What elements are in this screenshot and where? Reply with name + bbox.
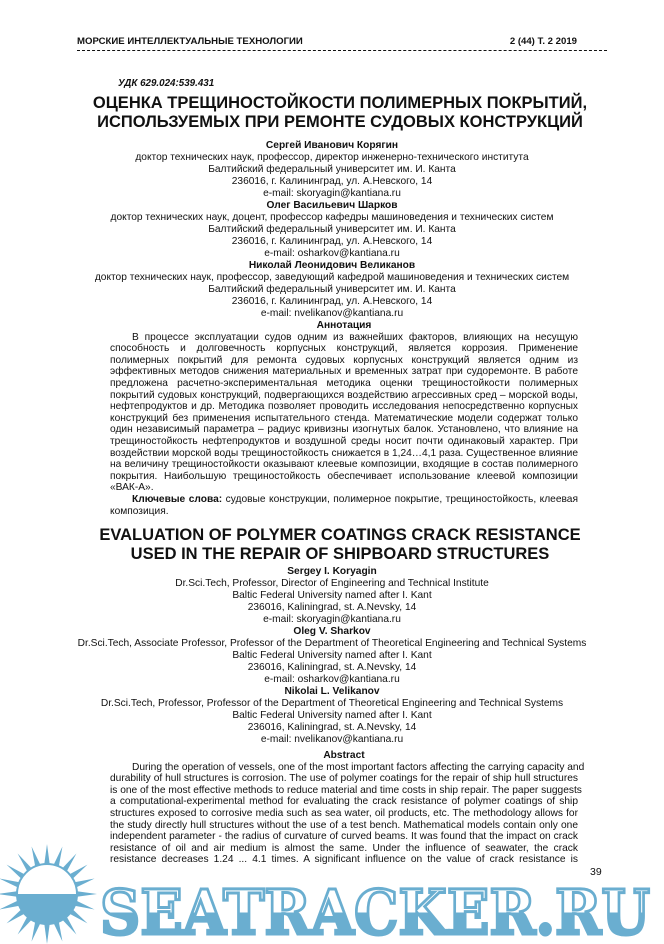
abstract-line: a computational-experimental method for evaluating the crack resistance of polymer coatings of ship (110, 796, 578, 808)
abstract-line: на величину трещиностойкости оказывают клеевые композиции, входящие в состав полимерного (110, 459, 578, 471)
author-address: 236016, Kaliningrad, st. A.Nevsky, 14 (247, 722, 417, 733)
abstract-line: способность и долговечность корпусных конструкций, является коррозия. Применение (110, 343, 578, 355)
journal-name: МОРСКИЕ ИНТЕЛЛЕКТУАЛЬНЫЕ ТЕХНОЛОГИИ (77, 36, 303, 47)
page-number: 39 (590, 866, 602, 878)
title-line: USED IN THE REPAIR OF SHIPBOARD STRUCTURES (130, 545, 550, 563)
author-address: 236016, Kaliningrad, st. A.Nevsky, 14 (247, 602, 417, 613)
abstract-line: resistance decreases 1.24 ... 4.1 times. A significant influence on the value of crack resistance is (110, 854, 578, 866)
author-email: e-mail: nvelikanov@kantiana.ru (260, 308, 404, 319)
authors-en (12, 566, 652, 746)
abstract-line: эффективных методов снижения материальных и временных затрат при судоремонте. В работе (110, 366, 578, 378)
author-position: Dr.Sci.Tech, Professor, Director of Engineering and Technical Institute (175, 578, 489, 589)
issue-info: 2 (44) Т. 2 2019 (509, 36, 577, 47)
author-email: e-mail: osharkov@kantiana.ru (264, 674, 400, 685)
abstract-line: конструкций без применения испытательного стенда. Математические модели содержат только (110, 412, 578, 424)
abstract-line: покрытий судовых конструкций, подвергающихся воздействию агрессивных сред – морской воды, (110, 389, 578, 401)
sun-ray (77, 891, 97, 896)
author-name: Nikolai L. Velikanov (284, 686, 380, 697)
seatracker-watermark (0, 838, 664, 944)
sun-ray (0, 901, 19, 910)
abstract-ru (110, 320, 578, 517)
author-university: Балтийский федеральный университет им. И. Канта (208, 284, 456, 295)
abstract-line: трещиностойкость нефтепродуктов и воздушной среды носит почти одинаковый характер. При (110, 435, 578, 447)
sun-ray (54, 922, 63, 942)
sun-ray (54, 846, 63, 866)
title-line: ИСПОЛЬЗУЕМЫХ ПРИ РЕМОНТЕ СУДОВЫХ КОНСТРУКЦИЙ (97, 113, 583, 131)
author-university: Baltic Federal University named after I. Kant (232, 590, 432, 601)
sun-ray (75, 879, 95, 888)
abstract-heading: Аннотация (316, 320, 372, 331)
abstract-line: independent parameter - the radius of curvature of curved beams. It was found that the impact on crack (110, 831, 578, 843)
sun-ray (44, 924, 49, 944)
sun-ray (44, 844, 49, 864)
author-university: Baltic Federal University named after I. Kant (232, 650, 432, 661)
abstract-line: один независимый параметра – радиус кривизны изогнутых балок. Установлено, что влияние на (110, 424, 578, 436)
header-divider (77, 50, 607, 51)
author-name: Sergey I. Koryagin (287, 566, 377, 577)
title-line: ОЦЕНКА ТРЕЩИНОСТОЙКОСТИ ПОЛИМЕРНЫХ ПОКРЫТИЙ, (92, 94, 588, 112)
author-position: Dr.Sci.Tech, Professor, Professor of the Department of Theoretical Engineering and Technical Systems (100, 698, 564, 709)
abstract-line: resistance of oil and air medium is almost the same. Under the influence of seawater, the crack (110, 842, 578, 854)
abstract-line: предложена расчетно-экспериментальная методика оценки трещиностойкости полимерных (110, 377, 578, 389)
author-address: 236016, г. Калининград, ул. А.Невского, 14 (231, 296, 433, 307)
title-line: EVALUATION OF POLYMER COATINGS CRACK RESISTANCE (99, 526, 581, 544)
author-name: Oleg V. Sharkov (293, 626, 371, 637)
author-university: Балтийский федеральный университет им. И. Канта (208, 164, 456, 175)
abstract-line: the study directly hull structures without the use of a test bench. Mathematical models contain only one (110, 819, 578, 831)
author-address: 236016, г. Калининград, ул. А.Невского, 14 (231, 176, 433, 187)
author-position: доктор технических наук, доцент, профессор кафедры машиноведения и технических систем (110, 212, 554, 223)
author-address: 236016, Kaliningrad, st. A.Nevsky, 14 (247, 662, 417, 673)
abstract-line: durability of hull structures is corrosion. The use of polymer coatings for the repair of ship hull structures (110, 773, 578, 785)
running-header (77, 36, 577, 47)
sun-ray (75, 901, 95, 910)
author-email: e-mail: skoryagin@kantiana.ru (263, 614, 401, 625)
author-position: Dr.Sci.Tech, Associate Professor, Professor of the Department of Theoretical Engineering and Technical Systems (77, 638, 587, 649)
keywords-label: Ключевые слова: (132, 493, 223, 505)
abstract-line: «ВАК-А». (110, 482, 154, 494)
abstract-line: покрытия. Наибольшую трещиностойкость обеспечивает использование клеевой композиции (110, 470, 578, 482)
author-email: e-mail: skoryagin@kantiana.ru (263, 188, 401, 199)
abstract-line: нефтепродуктов и др. Методика позволяет проводить исследования непосредственно корпусных (110, 401, 578, 413)
author-email: e-mail: nvelikanov@kantiana.ru (260, 734, 404, 745)
author-position: доктор технических наук, профессор, заведующий кафедрой машиноведения и технических систем (94, 272, 570, 283)
abstract-line: During the operation of vessels, one of the most important factors affecting the carrying capacity and (132, 761, 585, 773)
author-name: Сергей Иванович Корягин (265, 140, 399, 151)
author-name: Олег Васильевич Шарков (266, 200, 398, 211)
abstract-line: В процессе эксплуатации судов одним из важнейших факторов, влияющих на несущую (132, 331, 578, 343)
title-ru (60, 94, 620, 132)
abstract-line: is one of the most effective methods to reduce material and time costs in ship repair. The paper suggests (110, 784, 582, 796)
abstract-line: воздействии морской воды трещиностойкость снижается в 1,24…4,1 раза. Существенное влияние (110, 447, 579, 459)
udk-code: УДК 629.024:539.431 (118, 78, 215, 89)
author-name: Николай Леонидович Великанов (248, 260, 416, 271)
sun-ray (0, 891, 17, 896)
abstract-heading: Abstract (323, 750, 365, 761)
abstract-line: structures exposed to corrosive media such as sea water, oil products, etc. The methodology allows for (110, 807, 578, 819)
keywords-line (110, 494, 578, 506)
abstract-line: полимерных покрытий для ремонта судовых корпусных конструкций является одним из (110, 354, 578, 366)
author-university: Балтийский федеральный университет им. И. Канта (208, 224, 456, 235)
sun-logo-icon (0, 844, 97, 944)
keywords-text: судовые конструкции, полимерное покрытие, трещиностойкость, клеевая (222, 493, 578, 505)
title-en (60, 526, 620, 564)
sun-ray (32, 922, 41, 942)
author-university: Baltic Federal University named after I. Kant (232, 710, 432, 721)
watermark-text: SEATRACKER.RU (100, 876, 650, 944)
author-email: e-mail: osharkov@kantiana.ru (264, 248, 400, 259)
author-address: 236016, г. Калининград, ул. А.Невского, 14 (231, 236, 433, 247)
author-position: доктор технических наук, профессор, директор инженерно-технического института (135, 152, 529, 163)
sun-ray (32, 846, 41, 866)
keywords-line: композиция. (110, 505, 169, 517)
authors-ru (12, 140, 652, 320)
sun-ray (0, 879, 19, 888)
